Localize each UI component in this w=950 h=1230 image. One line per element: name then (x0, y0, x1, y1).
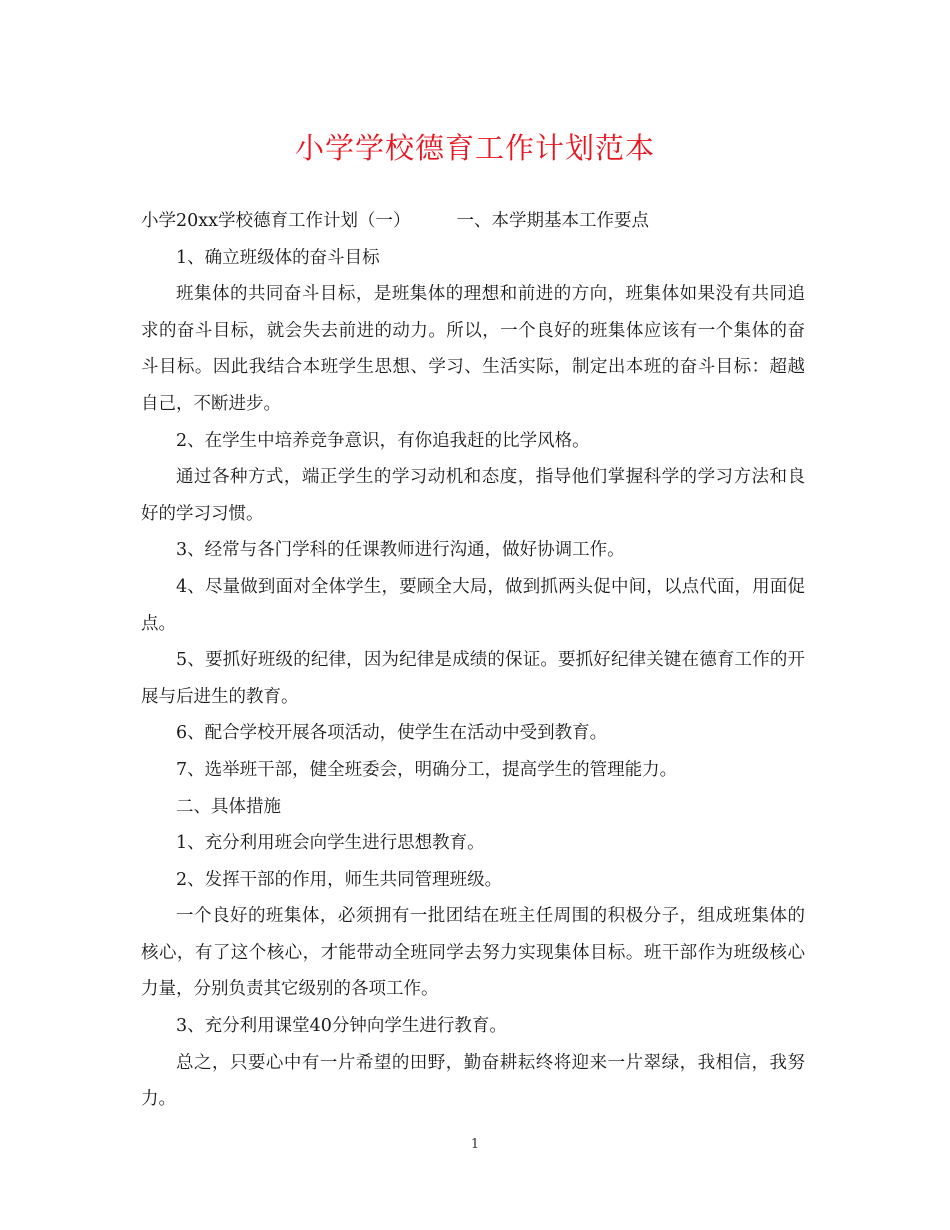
document-body (141, 203, 805, 1118)
intro-line (141, 203, 805, 240)
paragraph: 5、要抓好班级的纪律，因为纪律是成绩的保证。要抓好纪律关键在德育工作的开展与后进生的教育。 (141, 650, 805, 707)
paragraph: 2、在学生中培养竞争意识，有你追我赶的比学风格。 (176, 430, 590, 451)
section-heading-1: 一、本学期基本工作要点 (456, 211, 650, 231)
plan-heading: 小学20xx学校德育工作计划（一） (141, 211, 411, 231)
paragraph: 3、充分利用课堂40分钟向学生进行教育。 (176, 1016, 507, 1037)
paragraph: 通过各种方式，端正学生的学习动机和态度，指导他们掌握科学的学习方法和良好的学习习惯。 (141, 467, 805, 524)
paragraph: 班集体的共同奋斗目标，是班集体的理想和前进的方向，班集体如果没有共同追求的奋斗目标，就会失去前进的动力。所以，一个良好的班集体应该有一个集体的奋斗目标。因此我结合本班学生思想、学习、生活实际，制定出本班的奋斗目标：超越自己，不断进步。 (141, 284, 805, 414)
paragraph: 3、经常与各门学科的任课教师进行沟通，做好协调工作。 (176, 540, 625, 561)
paragraph: 2、发挥干部的作用，师生共同管理班级。 (176, 869, 503, 890)
paragraph: 1、确立班级体的奋斗目标 (176, 247, 380, 268)
paragraph: 1、充分利用班会向学生进行思想教育。 (176, 833, 485, 854)
document-title: 小学学校德育工作计划范本 (294, 131, 655, 165)
section-heading-2: 二、具体措施 (176, 796, 281, 817)
paragraph: 6、配合学校开展各项活动，使学生在活动中受到教育。 (176, 723, 608, 744)
page-number: 1 (470, 1137, 480, 1152)
paragraph: 总之，只要心中有一片希望的田野，勤奋耕耘终将迎来一片翠绿，我相信，我努力。 (141, 1052, 805, 1110)
paragraph: 4、尽量做到面对全体学生，要顾全大局，做到抓两头促中间，以点代面，用面促点。 (141, 576, 805, 634)
paragraph: 一个良好的班集体，必须拥有一批团结在班主任周围的积极分子，组成班集体的核心，有了这个核心，才能带动全班同学去努力实现集体目标。班干部作为班级核心力量，分别负责其它级别的各项工作。 (141, 906, 805, 1000)
paragraph: 7、选举班干部，健全班委会，明确分工，提高学生的管理能力。 (176, 759, 678, 780)
